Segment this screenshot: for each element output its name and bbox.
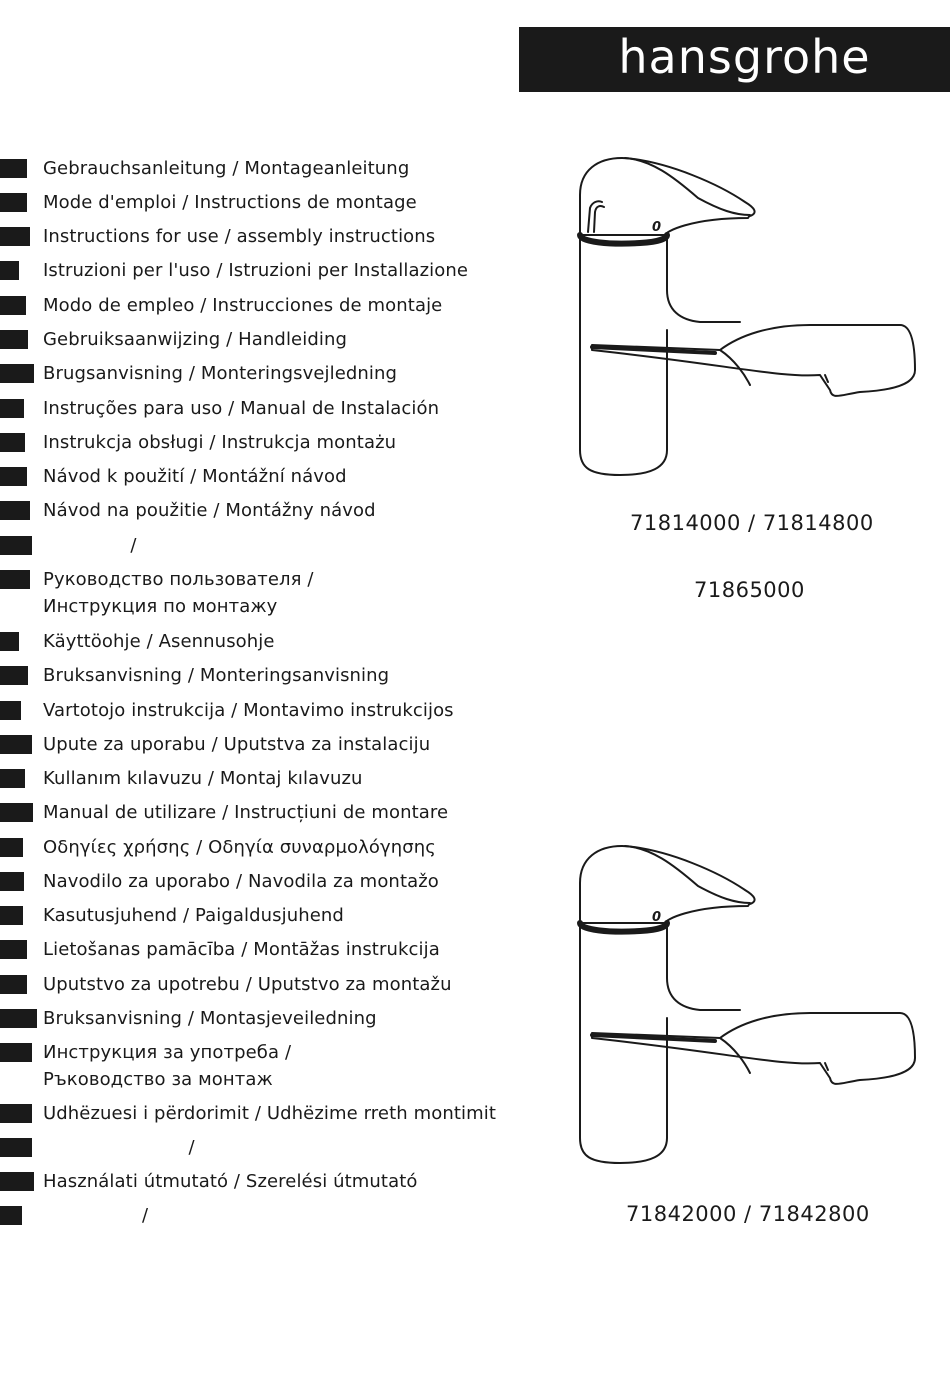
language-code-box [0,838,23,857]
model-numbers-top: 71814000 / 71814800 [630,511,874,535]
language-entry-text: / [43,1205,149,1226]
language-code-box [0,1043,32,1062]
language-code-box [0,227,30,246]
language-code-box [0,467,27,486]
language-entry-text: Instructions for use / assembly instructions [43,226,436,247]
language-entry-text: Käyttöohje / Asennusohje [43,631,275,652]
language-entry-text: Kullanım kılavuzu / Montaj kılavuzu [43,768,363,789]
language-code-box [0,769,25,788]
language-entry-text: Gebruiksaanwijzing / Handleiding [43,329,347,350]
language-code-box [0,666,28,685]
language-entry-text: Modo de empleo / Instrucciones de montaje [43,295,443,316]
language-entry-text: Návod na použitie / Montážny návod [43,500,376,521]
language-entry-text: / [43,1137,195,1158]
language-entry-text: Руководство пользователя / Инструкция по монтажу [43,569,314,617]
language-entry-text: Návod k použití / Montážní návod [43,466,347,487]
language-entry-text: Bruksanvisning / Monteringsanvisning [43,665,390,686]
spout-connector [667,235,740,322]
language-entry-text: Manual de utilizare / Instrucțiuni de montare [43,802,449,823]
spout-connector [667,923,740,1010]
faucet-illustration-top [570,150,930,485]
language-entry-text: Navodilo za uporabo / Navodila za montažo [43,871,439,892]
language-code-box [0,701,21,720]
language-code-box [0,735,32,754]
faucet-illustration-bottom [570,838,930,1173]
language-code-box [0,501,30,520]
brand-logo: hansgrohe [618,29,871,84]
language-entry-text: Istruzioni per l'uso / Istruzioni per Installazione [43,260,469,281]
language-code-box [0,940,27,959]
language-code-box [0,803,33,822]
spout-nozzle [825,375,828,382]
lever-mark-bottom: 0 [652,910,662,925]
language-code-box [0,193,27,212]
language-code-box [0,159,27,178]
language-code-box [0,261,19,280]
language-code-box [0,1206,22,1225]
language-code-box [0,906,23,925]
language-entry-text: Bruksanvisning / Montasjeveiledning [43,1008,377,1029]
language-code-box [0,1138,32,1157]
language-code-box [0,536,32,555]
pull-out-spout [592,325,915,396]
language-entry-text: Brugsanvisning / Monteringsvejledning [43,363,398,384]
language-code-box [0,399,24,418]
language-code-box [0,570,30,589]
language-code-box [0,1009,37,1028]
language-code-box [0,433,25,452]
lever-edge-detail [588,201,604,232]
model-number-alt: 71865000 [694,578,805,602]
language-entry-text: Инструкция за употреба / Ръководство за монтаж [43,1042,292,1090]
lever-base-ring [580,235,667,244]
language-code-box [0,975,27,994]
model-numbers-bottom: 71842000 / 71842800 [626,1202,870,1226]
language-entry-text: / [43,535,137,556]
language-code-box [0,872,24,891]
language-entry-text: Uputstvo za upotrebu / Uputstvo za montažu [43,974,452,995]
language-entry-text: Lietošanas pamācība / Montāžas instrukcija [43,939,440,960]
language-entry-text: Οδηγίες χρήσης / Οδηγία συναρμολόγησης [43,837,436,858]
language-entry-text: Upute za uporabu / Uputstva za instalaciju [43,734,431,755]
lever-top-edge [625,158,755,216]
language-entry-text: Gebrauchsanleitung / Montageanleitung [43,158,410,179]
language-code-box [0,296,26,315]
faucet-lever [580,846,750,923]
brand-logo-bar [519,27,950,92]
spout-nozzle [825,1063,828,1070]
language-entry-text: Használati útmutató / Szerelési útmutató [43,1171,418,1192]
pull-out-spout [592,1013,915,1084]
language-entry-text: Kasutusjuhend / Paigaldusjuhend [43,905,344,926]
language-code-box [0,1104,32,1123]
faucet-body [580,923,667,1163]
language-entry-text: Mode d'emploi / Instructions de montage [43,192,417,213]
language-entry-text: Instruções para uso / Manual de Instalación [43,398,440,419]
language-code-box [0,632,19,651]
faucet-lever [580,158,750,235]
language-entry-text: Vartotojo instrukcija / Montavimo instrukcijos [43,700,454,721]
language-code-box [0,330,28,349]
lever-mark-top: 0 [652,220,662,235]
language-entry-text: Udhëzuesi i përdorimit / Udhëzime rreth montimit [43,1103,496,1124]
language-entry-text: Instrukcja obsługi / Instrukcja montażu [43,432,397,453]
lever-top-edge [625,846,755,904]
faucet-body [580,235,667,475]
language-code-box [0,1172,34,1191]
language-code-box [0,364,34,383]
